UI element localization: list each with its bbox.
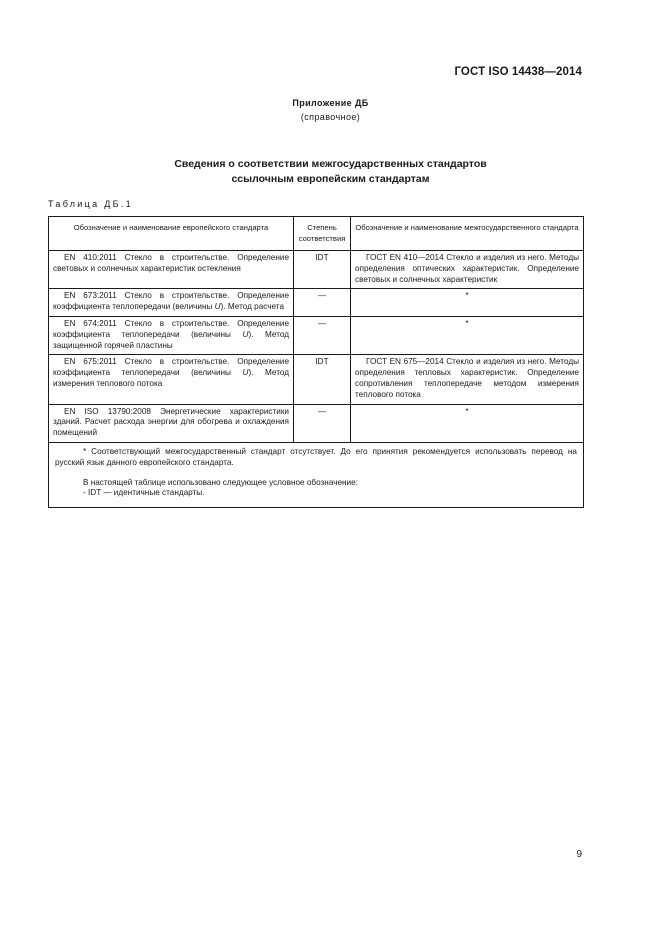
cell-interstate: ГОСТ EN 410—2014 Стекло и изделия из него. Методы определения оптических характеристик. Определение световых и солнечных характеристик	[351, 251, 584, 289]
page-number: 9	[576, 849, 582, 860]
cell-degree: —	[294, 289, 351, 317]
appendix-heading	[0, 96, 661, 124]
cell-degree: IDT	[294, 355, 351, 404]
table-caption: Таблица ДБ.1	[48, 199, 133, 209]
standards-table	[48, 216, 584, 508]
page-title	[0, 157, 661, 187]
header-degree: Степень соответствия	[294, 217, 351, 251]
cell-european: EN 673:2011 Стекло в строительстве. Определение коэффициента теплопередачи (величины U). Метод расчета	[49, 289, 294, 317]
table-row	[49, 289, 584, 317]
cell-european: EN 674:2011 Стекло в строительстве. Определение коэффициента теплопередачи (величины U). Метод защищенной горячей пластины	[49, 316, 294, 354]
table-row	[49, 404, 584, 442]
cell-european: EN ISO 13790:2008 Энергетические характеристики зданий. Расчет расхода энергии для обогрева и охлаждения помещений	[49, 404, 294, 442]
cell-degree: IDT	[294, 251, 351, 289]
cell-interstate: *	[351, 289, 584, 317]
table-row	[49, 355, 584, 404]
appendix-title: Приложение ДБ	[292, 98, 369, 108]
header-interstate-standard: Обозначение и наименование межгосударственного стандарта	[351, 217, 584, 251]
cell-degree: —	[294, 404, 351, 442]
cell-interstate: ГОСТ EN 675—2014 Стекло и изделия из него. Методы определения тепловых характеристик. Определение сопротивления теплопередаче методом измерения теплового потока	[351, 355, 584, 404]
document-code: ГОСТ ISO 14438—2014	[454, 66, 582, 78]
footnote-legend-intro: В настоящей таблице использовано следующее условное обозначение:	[83, 477, 358, 487]
appendix-subtitle: (справочное)	[300, 112, 361, 122]
table-header-row	[49, 217, 584, 251]
table-row	[49, 316, 584, 354]
page-title-line-2: ссылочным европейским стандартам	[231, 173, 430, 185]
footnote-legend-item: - IDT — идентичные стандарты.	[83, 488, 205, 498]
table-footnote-row	[49, 442, 584, 507]
footnote-note: * Соответствующий межгосударственный стандарт отсутствует. До его принятия рекомендуется использовать перевод на русский язык данного европейского стандарта.	[55, 446, 577, 467]
header-european-standard: Обозначение и наименование европейского стандарта	[49, 217, 294, 251]
table-footnote	[49, 442, 584, 507]
cell-degree: —	[294, 316, 351, 354]
page-title-line-1: Сведения о соответствии межгосударственных стандартов	[174, 158, 487, 170]
table-row	[49, 251, 584, 289]
cell-european: EN 675:2011 Стекло в строительстве. Определение коэффициента теплопередачи (величины U). Метод измерения теплового потока	[49, 355, 294, 404]
cell-interstate: *	[351, 316, 584, 354]
cell-interstate: *	[351, 404, 584, 442]
cell-european: EN 410:2011 Стекло в строительстве. Определение световых и солнечных характеристик остекления	[49, 251, 294, 289]
